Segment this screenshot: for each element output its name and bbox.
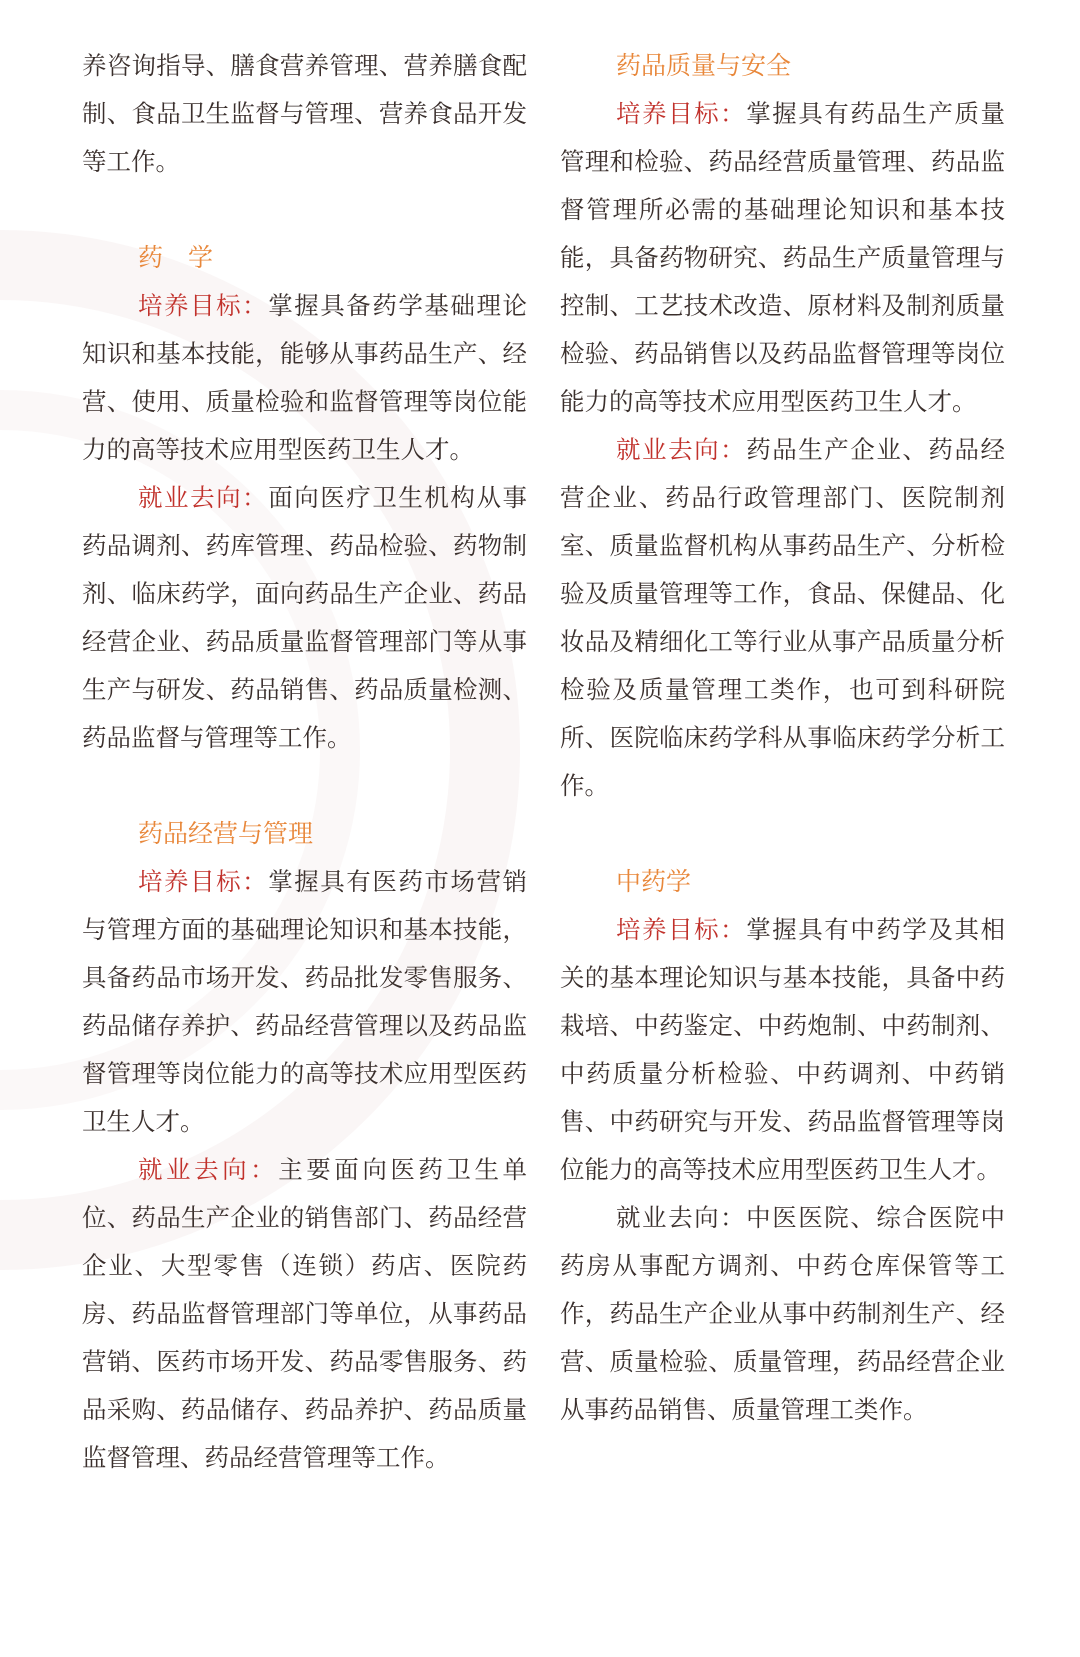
section-title-pharmacy: 药 学 (138, 243, 214, 272)
nutrition-career-continuation: 养咨询指导、膳食营养管理、营养膳食配制、食品卫生监督与管理、营养食品开发等工作。 (82, 51, 527, 176)
career-label: 就业去向： (138, 1155, 279, 1184)
quality-career (560, 426, 1005, 810)
right-column (560, 42, 1005, 1434)
goal-label: 培养目标： (138, 291, 269, 320)
goal-text: 掌握具有医药市场营销与管理方面的基础理论知识和基本技能，具备药品市场开发、药品批发零售服务、药品储存养护、药品经营管理以及药品监督管理等岗位能力的高等技术应用型医药卫生人才。 (82, 867, 528, 1136)
section-title-drug-business-management: 药品经营与管理 (138, 819, 314, 848)
goal-label: 培养目标： (616, 915, 747, 944)
career-label: 就业去向： (616, 435, 747, 464)
goal-text: 掌握具有药品生产质量管理和检验、药品经营质量管理、药品监督管理所必需的基础理论知识和基本技能，具备药物研究、药品生产质量管理与控制、工艺技术改造、原材料及制剂质量检验、药品销售以及药品监督管理等岗位能力的高等技术应用型医药卫生人才。 (560, 99, 1006, 416)
career-text: 面向医疗卫生机构从事药品调剂、药库管理、药品检验、药物制剂、临床药学，面向药品生产企业、药品经营企业、药品质量监督管理部门等从事生产与研发、药品销售、药品质量检测、药品监督与管理等工作。 (82, 483, 528, 752)
goal-text: 掌握具有中药学及其相关的基本理论知识与基本技能，具备中药栽培、中药鉴定、中药炮制、中药制剂、中药质量分析检验、中药调剂、中药销售、中药研究与开发、药品监督管理等岗位能力的高等技术应用型医药卫生人才。 (560, 915, 1006, 1184)
goal-label: 培养目标： (138, 867, 269, 896)
section-title-chinese-materia-medica: 中药学 (616, 867, 692, 896)
career-label: 就业去向： (138, 483, 269, 512)
pharmacy-goal (82, 282, 527, 474)
career-text: 主要面向医药卫生单位、药品生产企业的销售部门、药品经营企业、大型零售（连锁）药店、医院药房、药品监督管理部门等单位，从事药品营销、医药市场开发、药品零售服务、药品采购、药品储存、药品养护、药品质量监督管理、药品经营管理等工作。 (82, 1155, 528, 1472)
business-career (82, 1146, 527, 1482)
tcm-goal (560, 906, 1005, 1194)
tcm-career: 就业去向：中医医院、综合医院中药房从事配方调剂、中药仓库保管等工作，药品生产企业从事中药制剂生产、经营、质量检验、质量管理，药品经营企业从事药品销售、质量管理工类作。 (560, 1203, 1005, 1424)
pharmacy-career (82, 474, 527, 762)
left-column (82, 42, 527, 1482)
goal-label: 培养目标： (616, 99, 747, 128)
career-text: 药品生产企业、药品经营企业、药品行政管理部门、医院制剂室、质量监督机构从事药品生产、分析检验及质量管理等工作，食品、保健品、化妆品及精细化工等行业从事产品质量分析检验及质量管理工类作，也可到科研院所、医院临床药学科从事临床药学分析工作。 (560, 435, 1006, 800)
goal-text: 掌握具备药学基础理论知识和基本技能，能够从事药品生产、经营、使用、质量检验和监督管理等岗位能力的高等技术应用型医药卫生人才。 (82, 291, 528, 464)
business-goal (82, 858, 527, 1146)
section-title-drug-quality-safety: 药品质量与安全 (616, 51, 792, 80)
quality-goal (560, 90, 1005, 426)
